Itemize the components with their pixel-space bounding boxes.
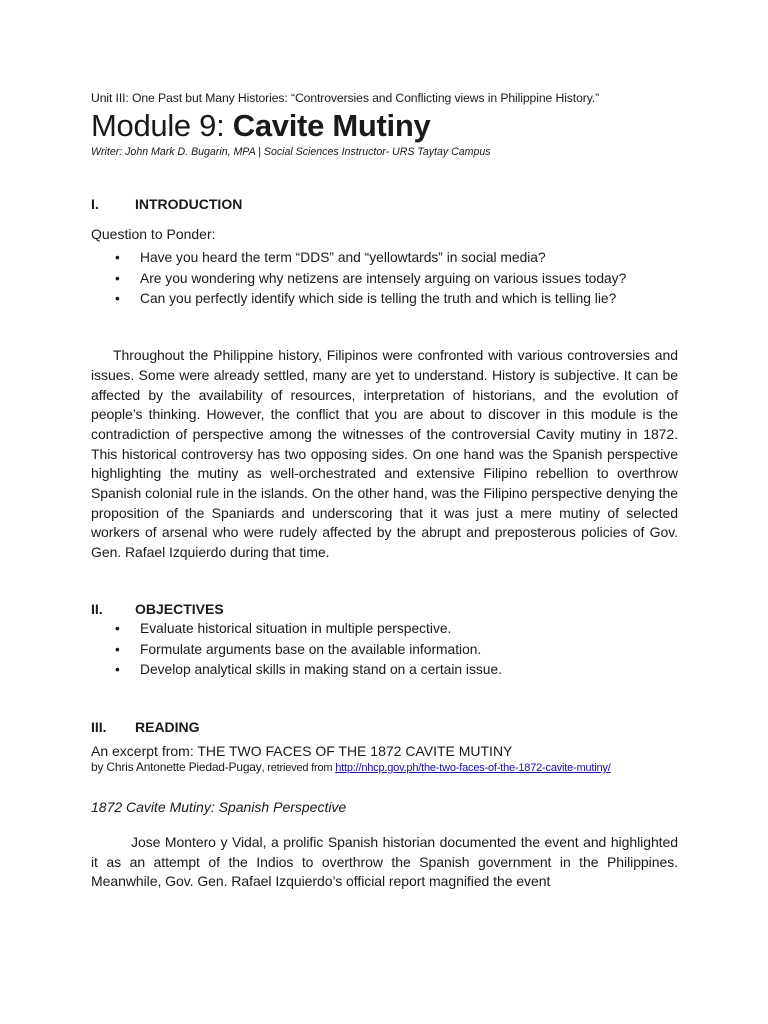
module-prefix: Module 9: (91, 108, 233, 143)
bullet-icon: • (115, 250, 120, 265)
list-item: • Can you perfectly identify which side is telling the truth and which is telling lie? (91, 289, 678, 310)
bullet-icon: • (115, 620, 120, 636)
question-list (91, 248, 678, 310)
list-item: • Are you wondering why netizens are intensely arguing on various issues today? (91, 269, 678, 290)
bullet-icon: • (115, 291, 120, 307)
unit-line: Unit III: One Past but Many Histories: “Controversies and Conflicting views in Philippine History.” (91, 91, 600, 105)
bullet-icon: • (115, 270, 120, 286)
section-title: INTRODUCTION (135, 196, 243, 212)
objectives-list (91, 619, 678, 681)
writer-line: Writer: John Mark D. Bugarin, MPA | Social Sciences Instructor- URS Taytay Campus (91, 146, 491, 158)
section-title: READING (135, 718, 200, 735)
section-number: II. (91, 600, 103, 617)
reading-paragraph: Jose Montero y Vidal, a prolific Spanish historian documented the event and highlighted it as an attempt of the Indios to overthrow the Spanish government in the Philippines. Meanwhile, Gov. Gen. Rafael Izquierdo’s official report magnified the event (91, 833, 678, 890)
source-link[interactable]: http://nhcp.gov.ph/the-two-faces-of-the-1872-cavite-mutiny/ (335, 761, 611, 774)
list-item: • Have you heard the term “DDS” and “yellowtards” in social media? (91, 248, 678, 269)
section-heading-introduction (91, 195, 678, 213)
section-heading-reading (91, 718, 678, 736)
byline (91, 760, 678, 776)
document-page (91, 90, 678, 892)
module-title (91, 108, 678, 144)
excerpt-line: An excerpt from: THE TWO FACES OF THE 1872 CAVITE MUTINY (91, 742, 513, 759)
question-label: Question to Ponder: (91, 226, 216, 242)
section-number: III. (91, 718, 107, 735)
section-number: I. (91, 196, 99, 212)
reading-subheading: 1872 Cavite Mutiny: Spanish Perspective (91, 798, 347, 815)
module-name: Cavite Mutiny (232, 108, 431, 143)
section-title: OBJECTIVES (135, 600, 224, 617)
bullet-icon: • (115, 641, 120, 657)
list-item: • Develop analytical skills in making stand on a certain issue. (91, 660, 678, 681)
by-prefix: by (91, 759, 104, 774)
list-item: • Evaluate historical situation in multiple perspective. (91, 619, 678, 640)
introduction-paragraph: Throughout the Philippine history, Filipinos were confronted with various controversies and issues. Some were already settled, many are yet to understand. History is subjective. It can be affected by the availability of resources, interpretation of historians, and the evolution of people’s thinking. However, the conflict that you are about to discover in this module is the contradiction of perspective among the witnesses of the controversial Cavity mutiny in 1872. This historical controversy has two opposing sides. On one hand was the Spanish perspective highlighting the mutiny as well-orchestrated and extensive Filipino rebellion to overthrow Spanish colonial rule in the islands. On the other hand, was the Filipino perspective denying the proposition of the Spaniards and underscoring that it was just a mere mutiny of selected workers of arsenal who were rudely affected by the abrupt and preposterous policies of Gov. Gen. Rafael Izquierdo during that time. (91, 347, 678, 561)
retrieved-label: , retrieved from (261, 761, 336, 774)
bullet-icon: • (115, 662, 120, 678)
author-name: Chris Antonette Piedad-Pugay (103, 759, 262, 774)
list-item: • Formulate arguments base on the available information. (91, 640, 678, 661)
section-heading-objectives (91, 600, 678, 618)
